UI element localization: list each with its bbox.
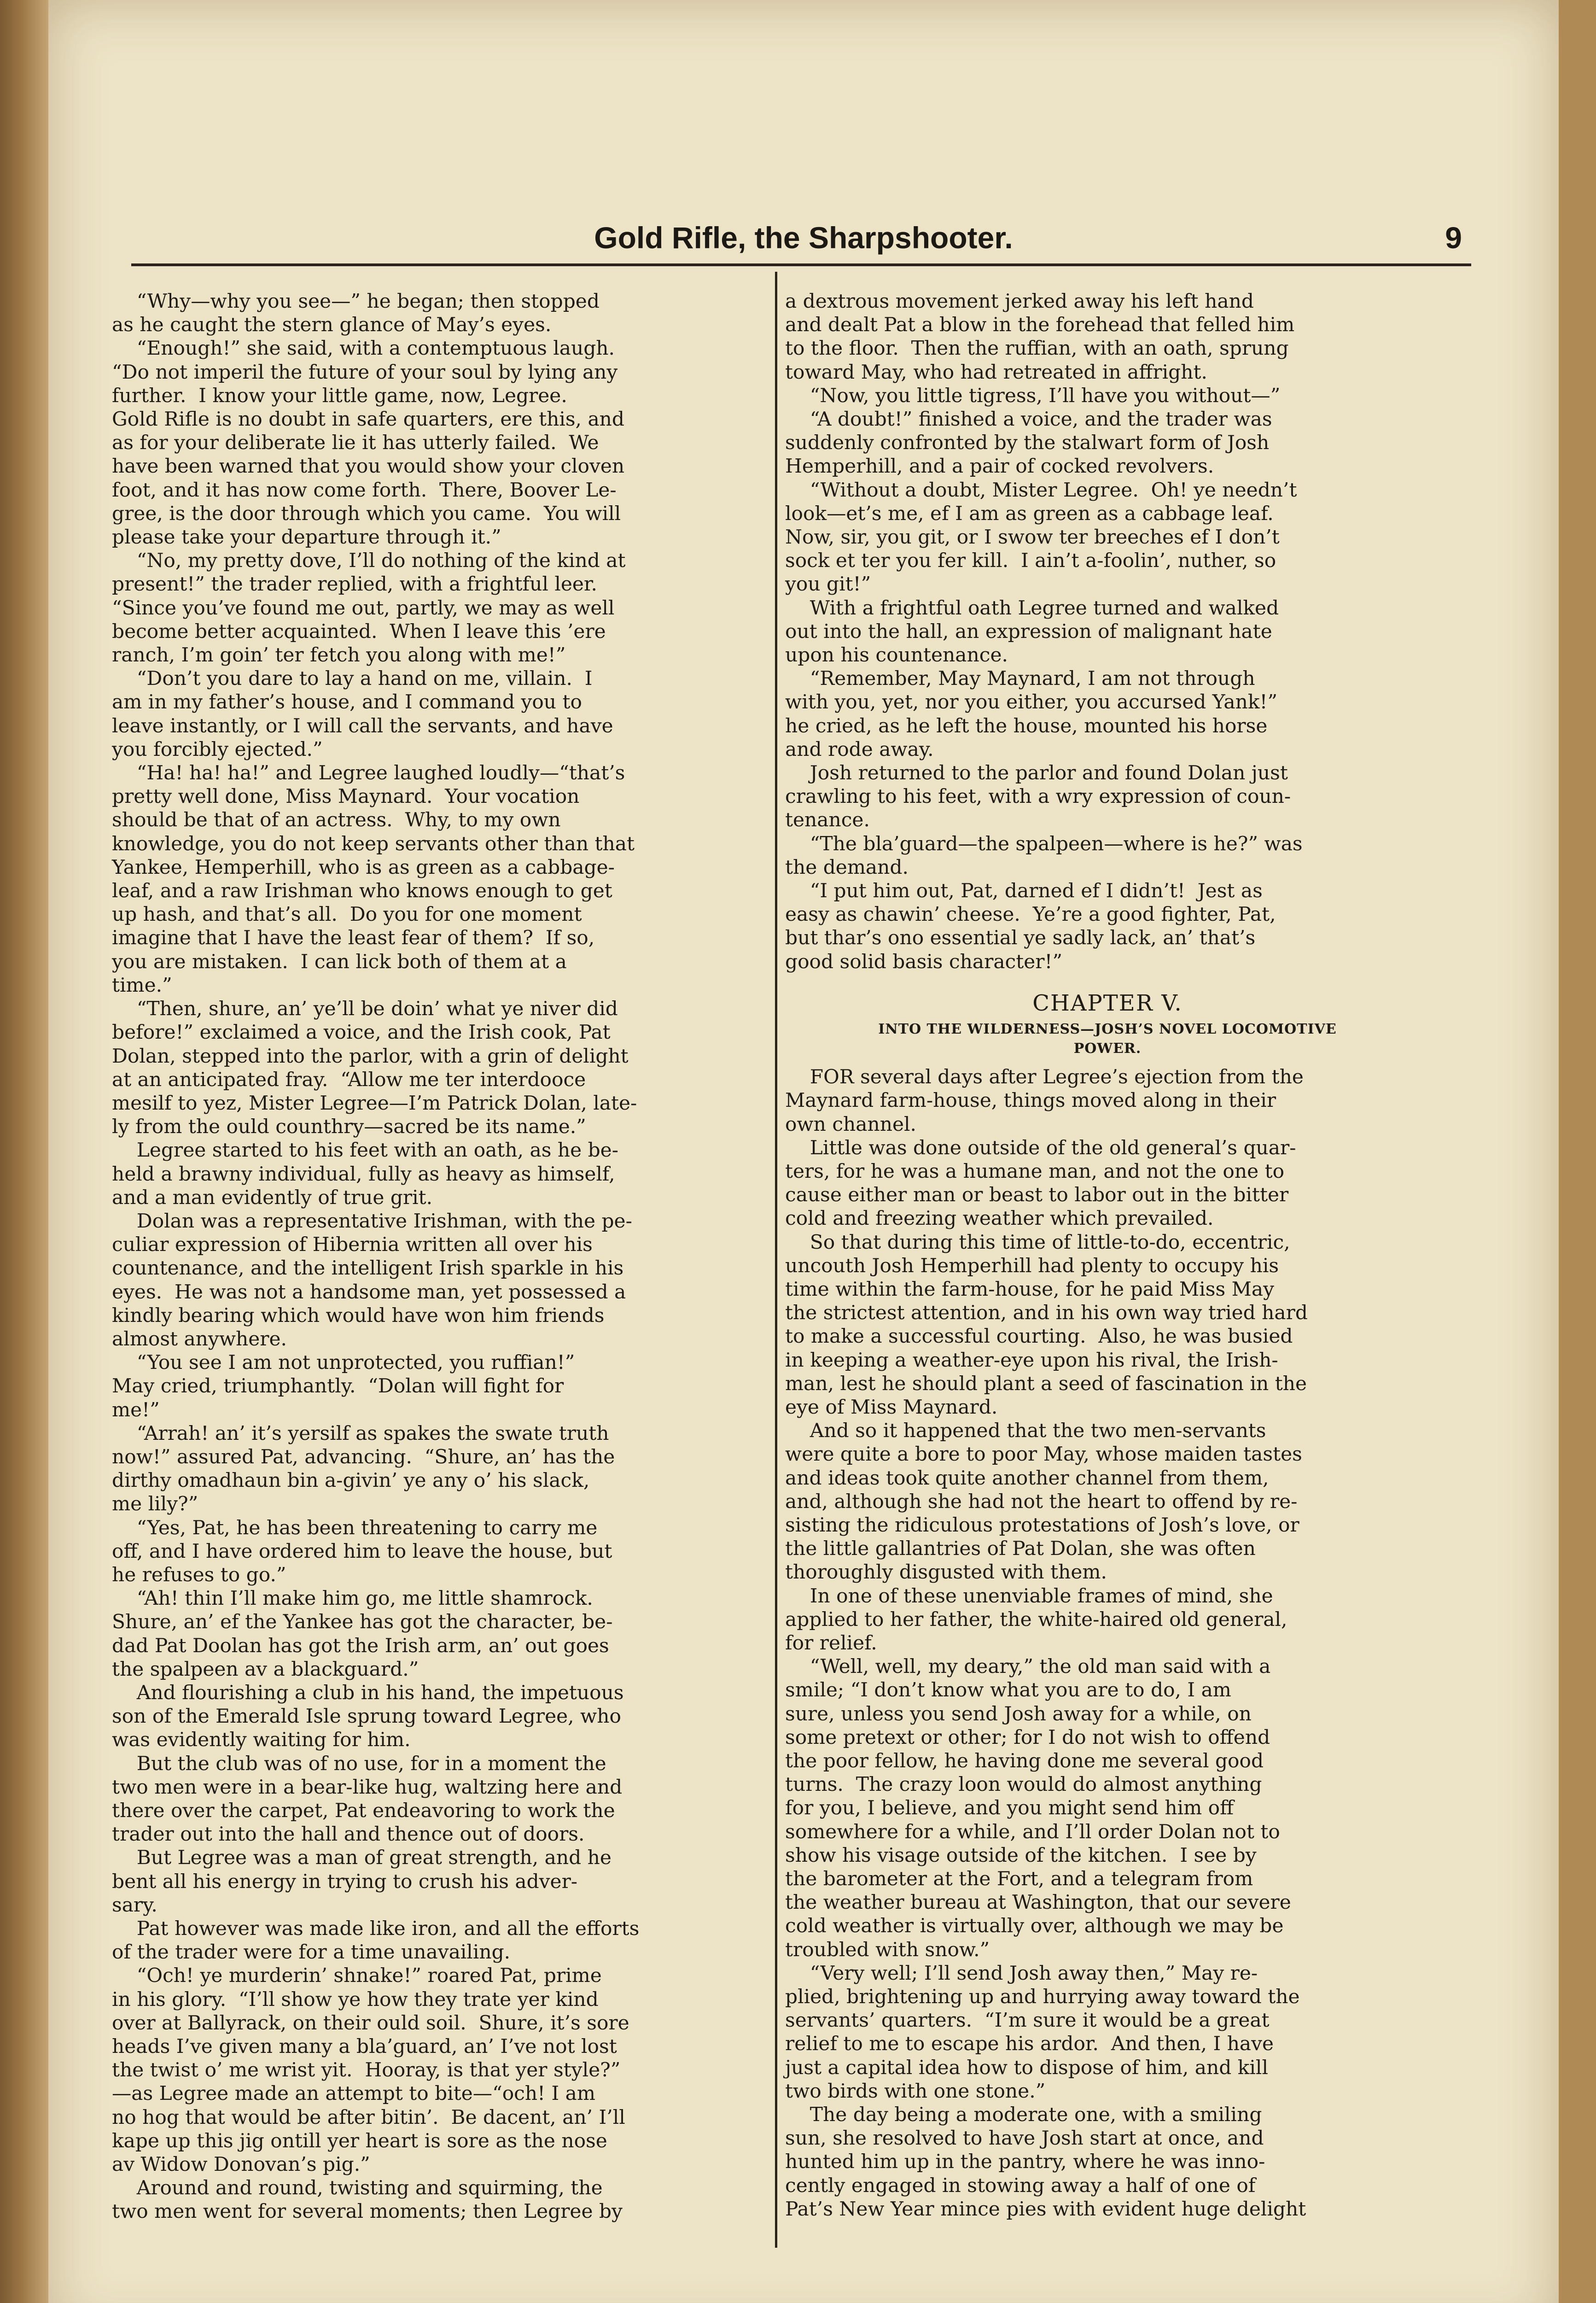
- paragraph: “Enough!” she said, with a contemptuous laugh. “Do not imperil the future of your soul by lying any further. I know your little game, now, Legree. Gold Rifle is no doubt in safe quarters, ere this, and as for your deliberate lie it has utterly failed. We have been warned that you would show your cloven foot, and it has now come forth. There, Boover Le- gree, is the door through which you came. You will please take your departure through it.”: [112, 337, 625, 549]
- chapter-heading: CHAPTER V.: [1032, 990, 1182, 1016]
- paragraph: Legree started to his feet with an oath, as he be- held a brawny individual, fully as heavy as himself, and a man evidently of true grit.: [112, 1139, 618, 1209]
- paragraph: And flourishing a club in his hand, the impetuous son of the Emerald Isle sprung toward Legree, who was evidently waiting for him.: [112, 1681, 624, 1751]
- paragraph: “Now, you little tigress, I’ll have you without—”: [785, 384, 1281, 407]
- paragraph: The day being a moderate one, with a smiling sun, she resolved to have Josh start at once, and hunted him up in the pantry, where he was inno- cently engaged in stowing away a half of one of Pat’s New Year mince pies with evident huge delight: [785, 2103, 1306, 2220]
- paragraph: Dolan was a representative Irishman, with the pe- culiar expression of Hibernia written all over his countenance, and the intelligent Irish sparkle in his eyes. He was not a handsome man, yet possessed a kindly bearing which would have won him friends almost anywhere.: [112, 1209, 632, 1350]
- book-page: [48, 0, 1559, 2303]
- paragraph: FOR several days after Legree’s ejection from the Maynard farm-house, things moved along in their own channel.: [785, 1065, 1304, 1135]
- binding-spine: [0, 0, 51, 2303]
- paragraph: “I put him out, Pat, darned ef I didn’t! Jest as easy as chawin’ cheese. Ye’re a good fighter, Pat, but thar’s ono essential ye sadly lack, an’ that’s good solid basis character!”: [785, 879, 1276, 973]
- paragraph: “Without a doubt, Mister Legree. Oh! ye needn’t look—et’s me, ef I am as green as a cabbage leaf. Now, sir, you git, or I swow ter breeches ef I don’t sock et ter you fer kill. I ain’t a-foolin’, nuther, so you git!”: [785, 478, 1297, 596]
- page-number: 9: [1445, 221, 1462, 255]
- paragraph: And so it happened that the two men-servants were quite a bore to poor May, whose maiden tastes and ideas took quite another channel from them, and, although she had not the heart to offend by re- sisting the ridiculous protestations of Josh’s love, or the little gallantries of Pat Dolan, she was often thoroughly disgusted with them.: [785, 1419, 1302, 1584]
- paragraph: “A doubt!” finished a voice, and the trader was suddenly confronted by the stalwart form of Josh Hemperhill, and a pair of cocked revolvers.: [785, 408, 1272, 478]
- paragraph: But the club was of no use, for in a moment the two men were in a bear-like hug, waltzing here and there over the carpet, Pat endeavoring to work the trader out into the hall and thence out of doors.: [112, 1752, 623, 1846]
- page-title: Gold Rifle, the Sharpshooter.: [594, 221, 1013, 255]
- paragraph: But Legree was a man of great strength, and he bent all his energy in trying to crush his adver- sary.: [112, 1846, 612, 1916]
- chapter-subtitle: INTO THE WILDERNESS—JOSH’S NOVEL LOCOMOTIVE POWER.: [878, 1021, 1337, 1057]
- paragraph: Around and round, twisting and squirming, the two men went for several moments; then Legree by: [112, 2176, 623, 2223]
- paragraph: “No, my pretty dove, I’ll do nothing of the kind at present!” the trader replied, with a frightful leer. “Since you’ve found me out, partly, we may as well become better acquainted. When I leave this ’ere ranch, I’m goin’ ter fetch you along with me!”: [112, 549, 626, 666]
- paragraph: “You see I am not unprotected, you ruffian!” May cried, triumphantly. “Dolan will fight for me!”: [112, 1351, 575, 1421]
- header-rule: [131, 263, 1471, 266]
- paragraph: With a frightful oath Legree turned and walked out into the hall, an expression of malignant hate upon his countenance.: [785, 596, 1279, 666]
- paragraph: “Och! ye murderin’ shnake!” roared Pat, prime in his glory. “I’ll show ye how they trate yer kind over at Ballyrack, on their ould soil. Shure, it’s sore heads I’ve given many a bla’guard, an’ I’ve not lost the twist o’ me wrist yit. Hooray, is that yer style?” —as Legree made an attempt to bite—“och! I am no hog that would be after bitin’. Be dacent, an’ I’ll kape up this jig ontill yer heart is sore as the nose av Widow Donovan’s pig.”: [112, 1964, 629, 2176]
- paragraph: “Why—why you see—” he began; then stopped as he caught the stern glance of May’s eyes.: [112, 290, 600, 336]
- paragraph: “Ah! thin I’ll make him go, me little shamrock. Shure, an’ ef the Yankee has got the character, be- dad Pat Doolan has got the Irish arm, an’ out goes the spalpeen av a blackguard.”: [112, 1587, 613, 1680]
- paragraph: “Remember, May Maynard, I am not through with you, yet, nor you either, you accursed Yank!” he cried, as he left the house, mounted his horse and rode away.: [785, 667, 1278, 760]
- paragraph: a dextrous movement jerked away his left hand and dealt Pat a blow in the forehead that felled him to the floor. Then the ruffian, with an oath, sprung toward May, who had retreated in affright.: [785, 290, 1295, 383]
- column-divider: [775, 272, 777, 2248]
- right-column: [785, 289, 1430, 2221]
- paragraph: Pat however was made like iron, and all the efforts of the trader were for a time unavailing.: [112, 1917, 640, 1964]
- paragraph: “Very well; I’ll send Josh away then,” May re- plied, brightening up and hurrying away toward the servants’ quarters. “I’m sure it would be a great relief to me to escape his ardor. And then, I have just a capital idea how to dispose of him, and kill two birds with one stone.”: [785, 1961, 1300, 2102]
- paragraph: “Yes, Pat, he has been threatening to carry me off, and I have ordered him to leave the house, but he refuses to go.”: [112, 1516, 612, 1586]
- paragraph: “Then, shure, an’ ye’ll be doin’ what ye niver did before!” exclaimed a voice, and the Irish cook, Pat Dolan, stepped into the parlor, with a grin of delight at an anticipated fray. “Allow me ter interdooce mesilf to yez, Mister Legree—I’m Patrick Dolan, late- ly from the ould counthry—sacred be its name.”: [112, 997, 637, 1138]
- running-head: [48, 220, 1559, 262]
- paragraph: “Arrah! an’ it’s yersilf as spakes the swate truth now!” assured Pat, advancing. “Shure, an’ has the dirthy omadhaun bin a-givin’ ye any o’ his slack, me lily?”: [112, 1421, 615, 1515]
- paragraph: “Well, well, my deary,” the old man said with a smile; “I don’t know what you are to do, I am sure, unless you send Josh away for a while, on some pretext or other; for I do not wish to offend the poor fellow, he having done me several good turns. The crazy loon would do almost anything for you, I believe, and you might send him off somewhere for a while, and I’ll order Dolan not to show his visage outside of the kitchen. I see by the barometer at the Fort, and a telegram from the weather bureau at Washington, that our severe cold weather is virtually over, although we may be troubled with snow.”: [785, 1655, 1291, 1961]
- paragraph: Little was done outside of the old general’s quar- ters, for he was a humane man, and not the one to cause either man or beast to labor out in the bitter cold and freezing weather which prevailed.: [785, 1136, 1296, 1230]
- left-column: [112, 289, 757, 2223]
- paragraph: “The bla’guard—the spalpeen—where is he?” was the demand.: [785, 832, 1303, 878]
- paragraph: “Ha! ha! ha!” and Legree laughed loudly—“that’s pretty well done, Miss Maynard. Your vocation should be that of an actress. Why, to my own knowledge, you do not keep servants other than that Yankee, Hemperhill, who is as green as a cabbage- leaf, and a raw Irishman who knows enough to get up hash, and that’s all. Do you for one moment imagine that I have the least fear of them? If so, you are mistaken. I can lick both of them at a time.”: [112, 761, 635, 996]
- paragraph: “Don’t you dare to lay a hand on me, villain. I am in my father’s house, and I command you to leave instantly, or I will call the servants, and have you forcibly ejected.”: [112, 667, 613, 760]
- paragraph: Josh returned to the parlor and found Dolan just crawling to his feet, with a wry expression of coun- tenance.: [785, 761, 1291, 831]
- paragraph: In one of these unenviable frames of mind, she applied to her father, the white-haired old general, for relief.: [785, 1584, 1287, 1654]
- paragraph: So that during this time of little-to-do, eccentric, uncouth Josh Hemperhill had plenty to occupy his time within the farm-house, for he paid Miss May the strictest attention, and in his own way tried hard to make a successful courting. Also, he was busied in keeping a weather-eye upon his rival, the Irish- man, lest he should plant a seed of fascination in the eye of Miss Maynard.: [785, 1230, 1308, 1418]
